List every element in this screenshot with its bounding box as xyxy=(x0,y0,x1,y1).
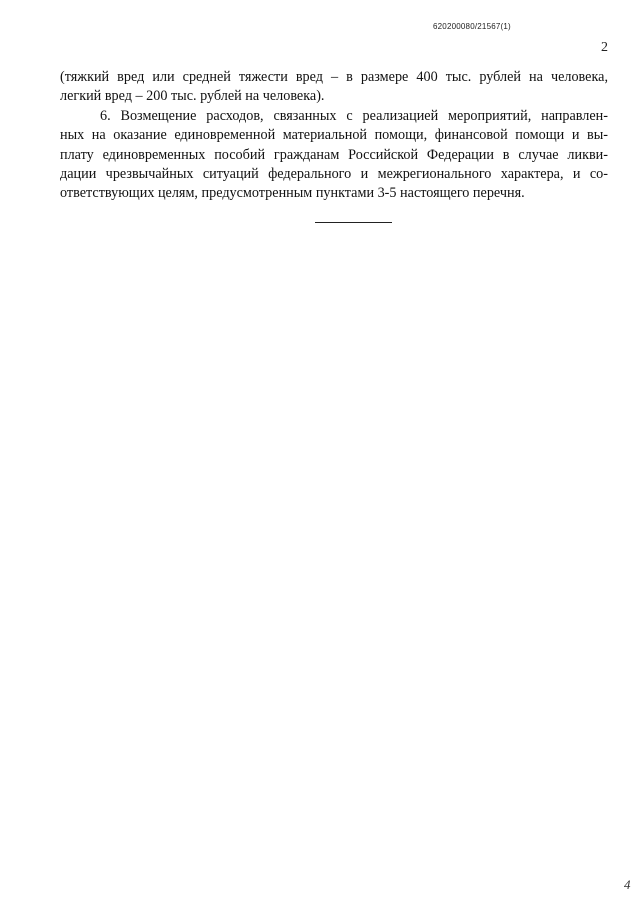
text-line: (тяжкий вред или средней тяжести вред – в размере 400 тыс. рублей на человека, xyxy=(60,69,608,85)
paragraph-continuation xyxy=(60,68,608,107)
text-line: 6. Возмещение расходов, связанных с реализацией мероприятий, направлен- xyxy=(100,107,608,124)
text-line: ответствующих целям, предусмотренным пунктами 3-5 настоящего перечня. xyxy=(60,185,525,202)
paragraph-item-6 xyxy=(60,107,608,204)
text-line: дации чрезвычайных ситуаций федерального и межрегионального характера, и со- xyxy=(60,166,608,183)
document-id: 620200080/21567(1) xyxy=(433,22,511,31)
text-line: легкий вред – 200 тыс. рублей на человека). xyxy=(60,88,325,105)
text-line: ных на оказание единовременной материальной помощи, финансовой помощи и вы- xyxy=(60,127,608,144)
end-divider xyxy=(315,222,392,223)
corner-handwritten-mark: 4 xyxy=(624,877,631,892)
document-body xyxy=(60,68,608,204)
page-number: 2 xyxy=(601,40,608,55)
text-line: плату единовременных пособий гражданам Российской Федерации в случае ликви- xyxy=(60,146,608,163)
